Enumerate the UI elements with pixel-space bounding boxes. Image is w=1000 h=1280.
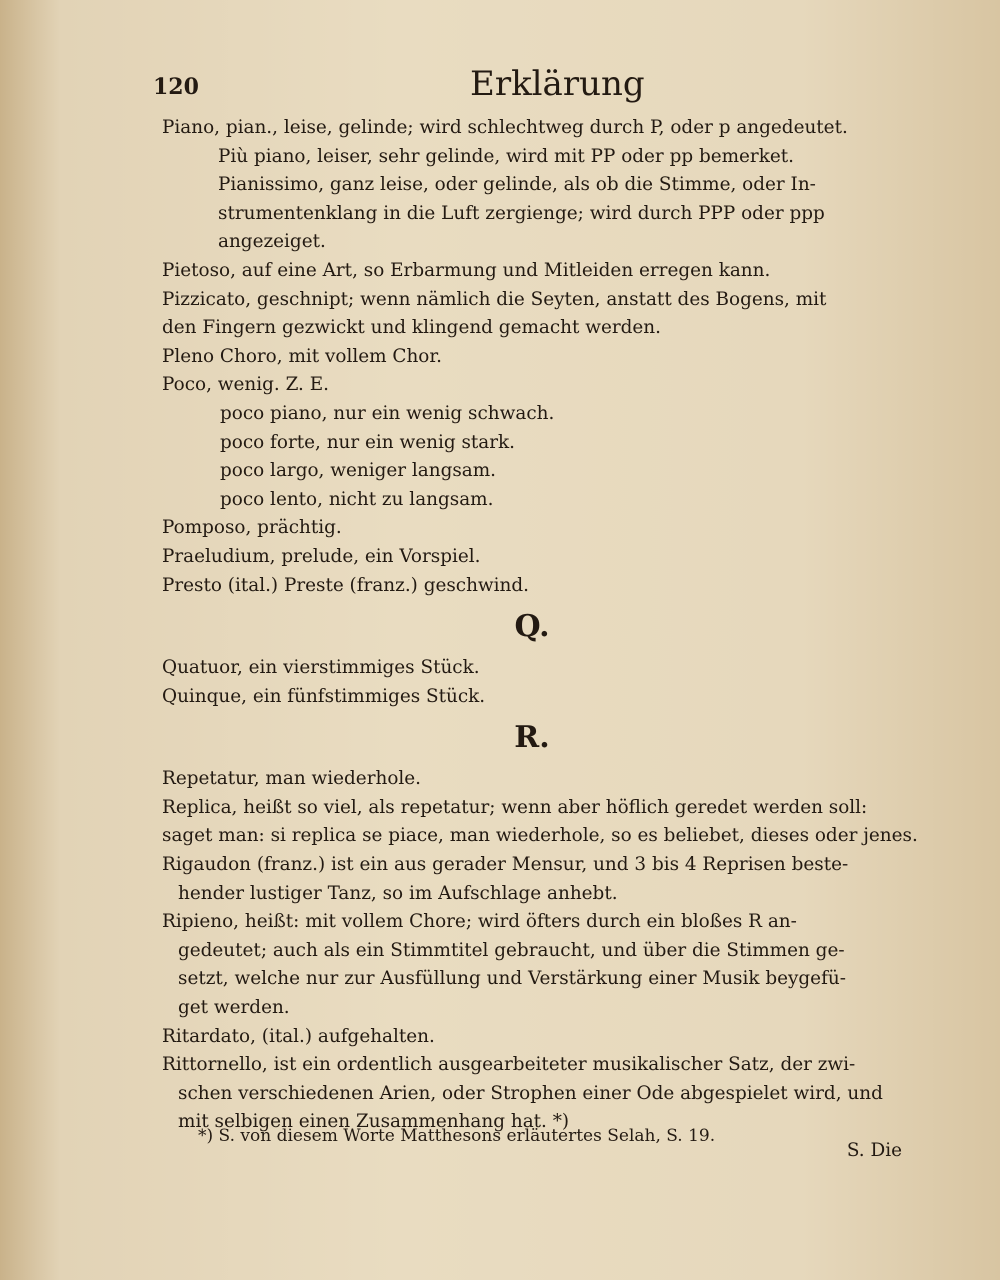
text-line: Poco, wenig. Z. E. [162,374,329,396]
text-line: Praeludium, prelude, ein Vorspiel. [162,545,481,567]
text-line: angezeiget. [218,231,326,253]
text-line: Quinque, ein fünfstimmiges Stück. [162,685,486,707]
text-line: Repetatur, man wiederhole. [162,768,422,790]
text-line: hender lustiger Tanz, so im Aufschlage anhebt. [178,882,618,904]
text-line: Pleno Choro, mit vollem Chor. [162,345,442,367]
text-line: gedeutet; auch als ein Stimmtitel gebraucht, und über die Stimmen ge- [178,939,845,961]
text-line: Quatuor, ein vierstimmiges Stück. [162,657,480,679]
text-line: poco lento, nicht zu langsam. [220,488,494,510]
text-line: mit selbigen einen Zusammenhang hat. *) [178,1111,570,1133]
text-line: Piano, pian., leise, gelinde; wird schlechtweg durch P, oder p angedeutet. [162,117,848,138]
entries-q [162,654,902,711]
text-line: Pizzicato, geschnipt; wenn nämlich die Seyten, anstatt des Bogens, mit [162,288,827,310]
text-line: poco forte, nur ein wenig stark. [220,431,516,453]
text-line: Replica, heißt so viel, als repetatur; wenn aber höflich geredet werden soll: [162,796,868,818]
text-line: setzt, welche nur zur Ausfüllung und Verstärkung einer Musik beygefü- [178,968,846,990]
footnote: *) S. von diesem Worte Matthesons erläutertes Selah, S. 19. [198,1126,716,1146]
text-line: Ritardato, (ital.) aufgehalten. [162,1025,435,1047]
text-line: poco piano, nur ein wenig schwach. [220,402,555,424]
text-line: get werden. [178,997,290,1019]
text-line: Pianissimo, ganz leise, oder gelinde, als ob die Stimme, oder In- [218,174,816,196]
text-line: saget man: si replica se piace, man wiederhole, so es beliebet, dieses oder jenes. [162,825,918,847]
running-title: Erklärung [470,64,645,104]
text-line: Pomposo, prächtig. [162,517,342,539]
text-line: Ripieno, heißt: mit vollem Chore; wird öfters durch ein bloßes R an- [162,911,797,933]
page-header [0,64,1000,110]
text-line: Presto (ital.) Preste (franz.) geschwind. [162,574,530,596]
page-number: 120 [153,74,199,100]
text-line: Rigaudon (franz.) ist ein aus gerader Mensur, und 3 bis 4 Reprisen beste- [162,854,849,876]
text-line: Pietoso, auf eine Art, so Erbarmung und Mitleiden erregen kann. [162,259,771,281]
entries-r [162,765,918,1137]
catchword: S. Die [846,1140,902,1161]
entries-p [162,114,902,600]
page-body [162,114,918,1166]
section-heading-r: R. [514,720,550,756]
section-heading-q: Q. [514,609,550,645]
text-line: poco largo, weniger langsam. [220,460,497,482]
text-line: schen verschiedenen Arien, oder Strophen einer Ode abgespielet wird, und [178,1082,883,1104]
text-line: den Fingern gezwickt und klingend gemacht werden. [162,317,661,339]
text-line: Più piano, leiser, sehr gelinde, wird mit PP oder pp bemerket. [218,145,794,167]
text-line: strumentenklang in die Luft zergienge; wird durch PPP oder ppp [218,202,825,224]
text-line: Rittornello, ist ein ordentlich ausgearbeiteter musikalischer Satz, der zwi- [162,1054,856,1076]
